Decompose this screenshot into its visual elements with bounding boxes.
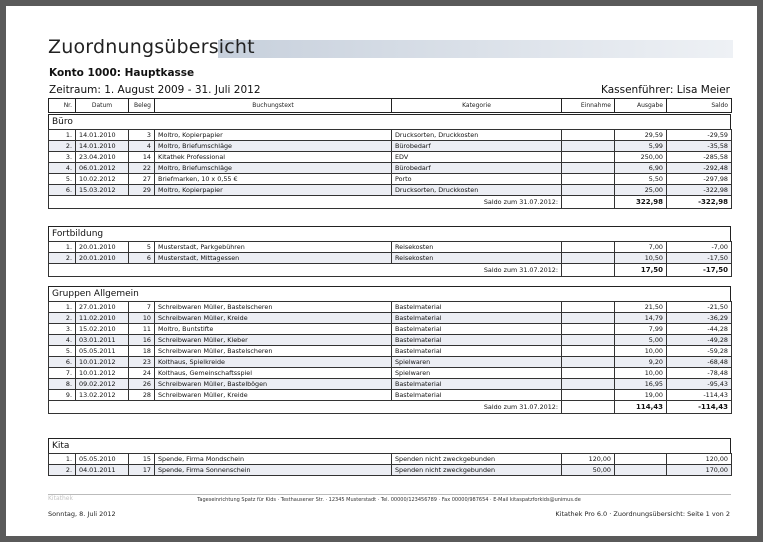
table-cell: -17,50 [667,253,732,264]
table-cell: 20.01.2010 [76,242,129,253]
table-cell: 18 [129,346,155,357]
table-row [49,163,732,174]
table-cell: 11 [129,324,155,335]
table-cell: 14.01.2010 [76,141,129,152]
table-cell: -95,43 [667,379,732,390]
table-cell: 05.05.2011 [76,346,129,357]
table-cell: Porto [392,174,562,185]
table-cell: Schreibwaren Müller, Kreide [155,313,392,324]
table-cell: -21,50 [667,302,732,313]
footer-divider [48,494,731,495]
table-row [49,390,732,401]
group-section [48,226,731,277]
table-cell: Spenden nicht zweckgebunden [392,465,562,476]
table-cell [562,253,615,264]
table-row [49,313,732,324]
table-cell: 4 [129,141,155,152]
saldo-label: Saldo zum 31.07.2012: [49,264,562,277]
saldo-einnahme-cell [562,401,615,414]
table-cell: 03.01.2011 [76,335,129,346]
group-title: Kita [48,438,731,453]
table-cell: 170,00 [667,465,732,476]
table-cell: 7,00 [615,242,667,253]
table-cell: Schreibwaren Müller, Kreide [155,390,392,401]
table-cell: 50,00 [562,465,615,476]
table-cell: 23 [129,357,155,368]
table-cell: -36,29 [667,313,732,324]
table-cell: 3. [49,152,76,163]
table-cell: 2. [49,253,76,264]
table-cell [562,357,615,368]
table-cell: 250,00 [615,152,667,163]
table-cell: Drucksorten, Druckkosten [392,130,562,141]
group-section [48,438,731,476]
table-cell: 2. [49,141,76,152]
table-row [49,368,732,379]
table-cell: Moltro, Buntstifte [155,324,392,335]
table-cell: 15.02.2010 [76,324,129,335]
table-cell: 24 [129,368,155,379]
table-cell [562,185,615,196]
table-cell: Spende, Firma Sonnenschein [155,465,392,476]
table-cell: 5,50 [615,174,667,185]
table-cell: 20.01.2010 [76,253,129,264]
saldo-row [49,264,732,277]
saldo-ausgabe: 17,50 [615,264,667,277]
table-cell [615,454,667,465]
table-cell: 9,20 [615,357,667,368]
column-header [48,98,731,113]
table-cell: 11.02.2010 [76,313,129,324]
table-cell: 1. [49,302,76,313]
table-cell: 15.03.2012 [76,185,129,196]
group-section [48,286,731,414]
table-cell: Spenden nicht zweckgebunden [392,454,562,465]
table-cell: Bürobedarf [392,141,562,152]
table-cell [562,390,615,401]
column-header-cell: Nr. [49,99,76,113]
saldo-row [49,196,732,209]
table-row [49,253,732,264]
table-cell: Bastelmaterial [392,335,562,346]
table-cell: Moltro, Kopierpapier [155,185,392,196]
table-cell: 4. [49,335,76,346]
table-cell: 6. [49,357,76,368]
table-cell: 14 [129,152,155,163]
table-cell: 15 [129,454,155,465]
table-cell: Spielwaren [392,368,562,379]
table-cell: 16 [129,335,155,346]
table-cell: 5,00 [615,335,667,346]
table-cell: 04.01.2011 [76,465,129,476]
table-cell: 7. [49,368,76,379]
table-cell: Bastelmaterial [392,346,562,357]
table-cell: 5,99 [615,141,667,152]
table-cell: Musterstadt, Mittagessen [155,253,392,264]
table-cell: Bastelmaterial [392,390,562,401]
column-header-row [49,99,732,113]
table-row [49,152,732,163]
table-cell: 5. [49,346,76,357]
title-decoration-bar [218,40,733,58]
saldo-total: -322,98 [667,196,732,209]
table-row [49,454,732,465]
table-row [49,346,732,357]
table-cell: Bastelmaterial [392,302,562,313]
saldo-einnahme-cell [562,264,615,277]
table-cell [562,346,615,357]
table-cell [562,335,615,346]
footer-watermark: Kitathek [48,495,73,502]
table-cell: Briefmarken, 10 x 0,55 € [155,174,392,185]
table-cell: 1. [49,130,76,141]
table-cell: 7 [129,302,155,313]
table-cell [562,163,615,174]
table-cell: 5. [49,174,76,185]
table-cell [562,368,615,379]
table-cell: -297,98 [667,174,732,185]
table-cell: Kitathek Professional [155,152,392,163]
table-cell: -78,48 [667,368,732,379]
saldo-einnahme-cell [562,196,615,209]
table-row [49,324,732,335]
table-cell [562,130,615,141]
table-cell: 6. [49,185,76,196]
table-cell: 19,00 [615,390,667,401]
table-cell: Kolthaus, Gemeinschaftsspiel [155,368,392,379]
table-cell: 10,00 [615,346,667,357]
table-cell: EDV [392,152,562,163]
table-cell: -322,98 [667,185,732,196]
table-cell: 21,50 [615,302,667,313]
table-cell: Moltro, Briefumschläge [155,141,392,152]
table-cell: Bürobedarf [392,163,562,174]
table-cell: 3. [49,324,76,335]
table-cell: 23.04.2010 [76,152,129,163]
table-cell: -44,28 [667,324,732,335]
table-cell: 3 [129,130,155,141]
column-header-cell: Buchungstext [155,99,392,113]
table-cell: 120,00 [667,454,732,465]
table-cell [562,324,615,335]
footer-date: Sonntag, 8. Juli 2012 [48,510,116,518]
table-cell: Drucksorten, Druckkosten [392,185,562,196]
table-cell [562,302,615,313]
column-header-table [48,98,732,113]
table-cell [562,141,615,152]
table-row [49,335,732,346]
table-cell: 10.01.2012 [76,368,129,379]
table-cell: 28 [129,390,155,401]
group-table [48,241,732,277]
table-row [49,141,732,152]
table-cell: Reisekosten [392,253,562,264]
table-cell: 16,95 [615,379,667,390]
table-cell: Kolthaus, Spielkreide [155,357,392,368]
table-cell: Bastelmaterial [392,379,562,390]
table-cell [562,242,615,253]
table-row [49,465,732,476]
table-cell: -59,28 [667,346,732,357]
table-cell: 1. [49,454,76,465]
table-cell: 6,90 [615,163,667,174]
table-cell: -7,00 [667,242,732,253]
saldo-label: Saldo zum 31.07.2012: [49,196,562,209]
table-cell: -35,58 [667,141,732,152]
saldo-label: Saldo zum 31.07.2012: [49,401,562,414]
table-row [49,379,732,390]
saldo-ausgabe: 322,98 [615,196,667,209]
table-cell: 29,59 [615,130,667,141]
table-cell: 22 [129,163,155,174]
table-cell: 120,00 [562,454,615,465]
table-row [49,174,732,185]
table-cell: 2. [49,313,76,324]
table-cell [562,152,615,163]
column-header-cell: Kategorie [392,99,562,113]
table-cell: 17 [129,465,155,476]
saldo-total: -114,43 [667,401,732,414]
table-cell: Schreibwaren Müller, Kleber [155,335,392,346]
table-cell: Bastelmaterial [392,313,562,324]
column-header-cell: Saldo [667,99,732,113]
table-cell: 29 [129,185,155,196]
table-row [49,302,732,313]
table-cell: Spende, Firma Mondschein [155,454,392,465]
table-cell: 14,79 [615,313,667,324]
cashier-label: Kassenführer: Lisa Meier [601,84,730,96]
table-cell: 26 [129,379,155,390]
saldo-row [49,401,732,414]
table-row [49,242,732,253]
footer-address: Tageseinrichtung Spatz für Kids · Testhausener Str. · 12345 Musterstadt · Tel. 00000/123456789 · Fax 00000/987654 · E-Mail kitaspatzforkids@unimus.de [197,497,581,503]
table-cell: 13.02.2012 [76,390,129,401]
table-cell: 4. [49,163,76,174]
table-cell: 7,99 [615,324,667,335]
table-row [49,185,732,196]
table-cell: 10.01.2012 [76,357,129,368]
table-cell: -49,28 [667,335,732,346]
table-cell: 9. [49,390,76,401]
group-table [48,129,732,209]
table-cell: Bastelmaterial [392,324,562,335]
table-cell: 6 [129,253,155,264]
column-header-cell: Beleg [129,99,155,113]
table-cell: 2. [49,465,76,476]
table-cell [562,379,615,390]
table-cell: 25,00 [615,185,667,196]
table-row [49,130,732,141]
group-title: Büro [48,114,731,129]
table-cell: 10.02.2012 [76,174,129,185]
column-header-cell: Ausgabe [615,99,667,113]
table-cell: 05.05.2010 [76,454,129,465]
table-cell: 27 [129,174,155,185]
table-cell [562,174,615,185]
page-title: Zuordnungsübersicht [48,36,255,58]
table-cell: 06.01.2012 [76,163,129,174]
table-cell: -29,59 [667,130,732,141]
table-cell: 5 [129,242,155,253]
table-cell: -285,58 [667,152,732,163]
saldo-ausgabe: 114,43 [615,401,667,414]
group-title: Gruppen Allgemein [48,286,731,301]
table-cell: -292,48 [667,163,732,174]
table-cell: Schreibwaren Müller, Bastelscheren [155,346,392,357]
table-cell [615,465,667,476]
table-cell: Spielwaren [392,357,562,368]
period-label: Zeitraum: 1. August 2009 - 31. Juli 2012 [49,84,261,96]
table-cell: 8. [49,379,76,390]
table-cell: -68,48 [667,357,732,368]
table-cell [562,313,615,324]
table-cell: 09.02.2012 [76,379,129,390]
table-cell: Moltro, Kopierpapier [155,130,392,141]
column-header-cell: Datum [76,99,129,113]
table-cell: Reisekosten [392,242,562,253]
saldo-total: -17,50 [667,264,732,277]
group-section [48,114,731,209]
table-cell: Schreibwaren Müller, Bastelbögen [155,379,392,390]
table-cell: 10,00 [615,368,667,379]
group-title: Fortbildung [48,226,731,241]
table-cell: -114,43 [667,390,732,401]
table-cell: Musterstadt, Parkgebühren [155,242,392,253]
group-table [48,453,732,476]
table-cell: Moltro, Briefumschläge [155,163,392,174]
table-cell: 14.01.2010 [76,130,129,141]
table-cell: 10,50 [615,253,667,264]
group-table [48,301,732,414]
table-cell: Schreibwaren Müller, Bastelscheren [155,302,392,313]
table-row [49,357,732,368]
account-label: Konto 1000: Hauptkasse [49,67,195,79]
column-header-cell: Einnahme [562,99,615,113]
table-cell: 1. [49,242,76,253]
footer-page-info: Kitathek Pro 6.0 · Zuordnungsübersicht: Seite 1 von 2 [555,510,730,518]
table-cell: 27.01.2010 [76,302,129,313]
table-cell: 10 [129,313,155,324]
